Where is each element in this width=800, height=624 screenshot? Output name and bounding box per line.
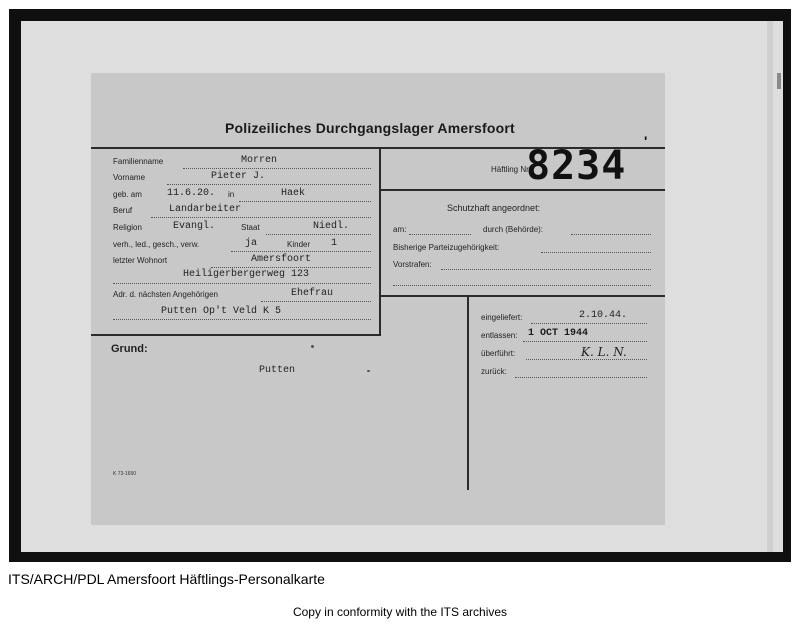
ueberfuehrt-line (526, 359, 647, 360)
number-box-bottom-border (381, 189, 665, 191)
religion-line (266, 234, 371, 235)
eingeliefert-line (531, 323, 647, 324)
scan-edge-mark (777, 73, 781, 89)
geb-in-value: Haek (281, 188, 306, 199)
grund-value: Putten (259, 365, 296, 376)
familienname-line (183, 168, 371, 169)
wohnort-value: Amersfoort (251, 254, 312, 265)
behoerde-line (571, 234, 651, 235)
staat-label: Staat (241, 223, 260, 232)
am-line (409, 234, 471, 235)
beruf-label: Beruf (113, 206, 133, 215)
center-divider (467, 297, 469, 490)
left-box-right-border (379, 149, 381, 335)
beruf-line (151, 217, 371, 218)
behoerde-label: durch (Behörde): (483, 225, 544, 234)
familienstand-label: verh., led., gesch., verw. (113, 240, 200, 249)
geb-line (239, 201, 371, 202)
form-code: K 73-1650 (113, 471, 137, 477)
eingeliefert-value: 2.10.44. (579, 310, 628, 321)
familienname-value: Morren (241, 155, 278, 166)
geb-am-value: 11.6.20. (167, 188, 216, 199)
archive-caption: ITS/ARCH/PDL Amersfoort Häftlings-Personalkarte (8, 571, 325, 587)
ueberfuehrt-value: K. L. N. (581, 345, 627, 359)
beruf-value: Landarbeiter (169, 204, 242, 215)
ueberfuehrt-label: überführt: (481, 349, 516, 358)
eingeliefert-label: eingeliefert: (481, 313, 523, 322)
wohnort-label: letzter Wohnort (113, 256, 168, 265)
entlassen-stamp: 1 OCT 1944 (528, 328, 589, 339)
vorstrafen-line-2 (393, 285, 651, 286)
kinder-value: 1 (331, 238, 338, 249)
zurueck-line (515, 377, 647, 378)
scan-background (21, 21, 783, 552)
familienstand-line (231, 251, 371, 252)
scan-edge (767, 21, 773, 552)
archive-footer: Copy in conformity with the ITS archives (292, 605, 508, 619)
religion-label: Religion (113, 223, 142, 232)
grund-label: Grund: (111, 343, 148, 355)
angehoerige-address: Putten Op't Veld K 5 (161, 306, 282, 317)
number-tick-mark: ' (644, 133, 648, 149)
schutzhaft-box-bottom-border (381, 295, 665, 297)
haeftling-nr-label: Häftling Nr. (491, 165, 531, 174)
zurueck-label: zurück: (481, 367, 507, 376)
left-box-bottom-border (91, 334, 381, 336)
vorstrafen-line (441, 269, 651, 270)
wohnort-street-line (113, 283, 371, 284)
kinder-label: Kinder (287, 240, 311, 249)
am-label: am: (393, 225, 407, 234)
geb-am-label: geb. am (113, 190, 142, 199)
angehoerige-line (261, 301, 371, 302)
vorstrafen-label: Vorstrafen: (393, 260, 432, 269)
angehoerige-label: Adr. d. nächsten Angehörigen (113, 290, 218, 299)
wohnort-street: Heiligerbergerweg 123 (183, 269, 310, 280)
scan-frame (9, 9, 791, 562)
card-title: Polizeiliches Durchgangslager Amersfoort (225, 120, 515, 136)
staat-value: Niedl. (313, 221, 350, 232)
religion-value: Evangl. (173, 221, 216, 232)
vorname-label: Vorname (113, 173, 146, 182)
vorname-value: Pieter J. (211, 171, 266, 182)
prisoner-number: 8234 (526, 143, 627, 189)
entlassen-line (523, 341, 647, 342)
ink-speck (367, 370, 370, 372)
angehoerige-value: Ehefrau (291, 288, 334, 299)
geb-in-label: in (228, 190, 235, 199)
familienname-label: Familienname (113, 157, 164, 166)
vorname-line (167, 184, 371, 185)
entlassen-label: entlassen: (481, 331, 518, 340)
ink-speck (311, 345, 314, 348)
familienstand-value: ja (245, 238, 258, 249)
partei-label: Bisherige Parteizugehörigkeit: (393, 243, 500, 252)
wohnort-line (211, 267, 371, 268)
angehoerige-address-line (113, 319, 371, 320)
prisoner-card (91, 73, 665, 525)
schutzhaft-heading: Schutzhaft angeordnet: (447, 203, 541, 213)
partei-line (541, 252, 651, 253)
